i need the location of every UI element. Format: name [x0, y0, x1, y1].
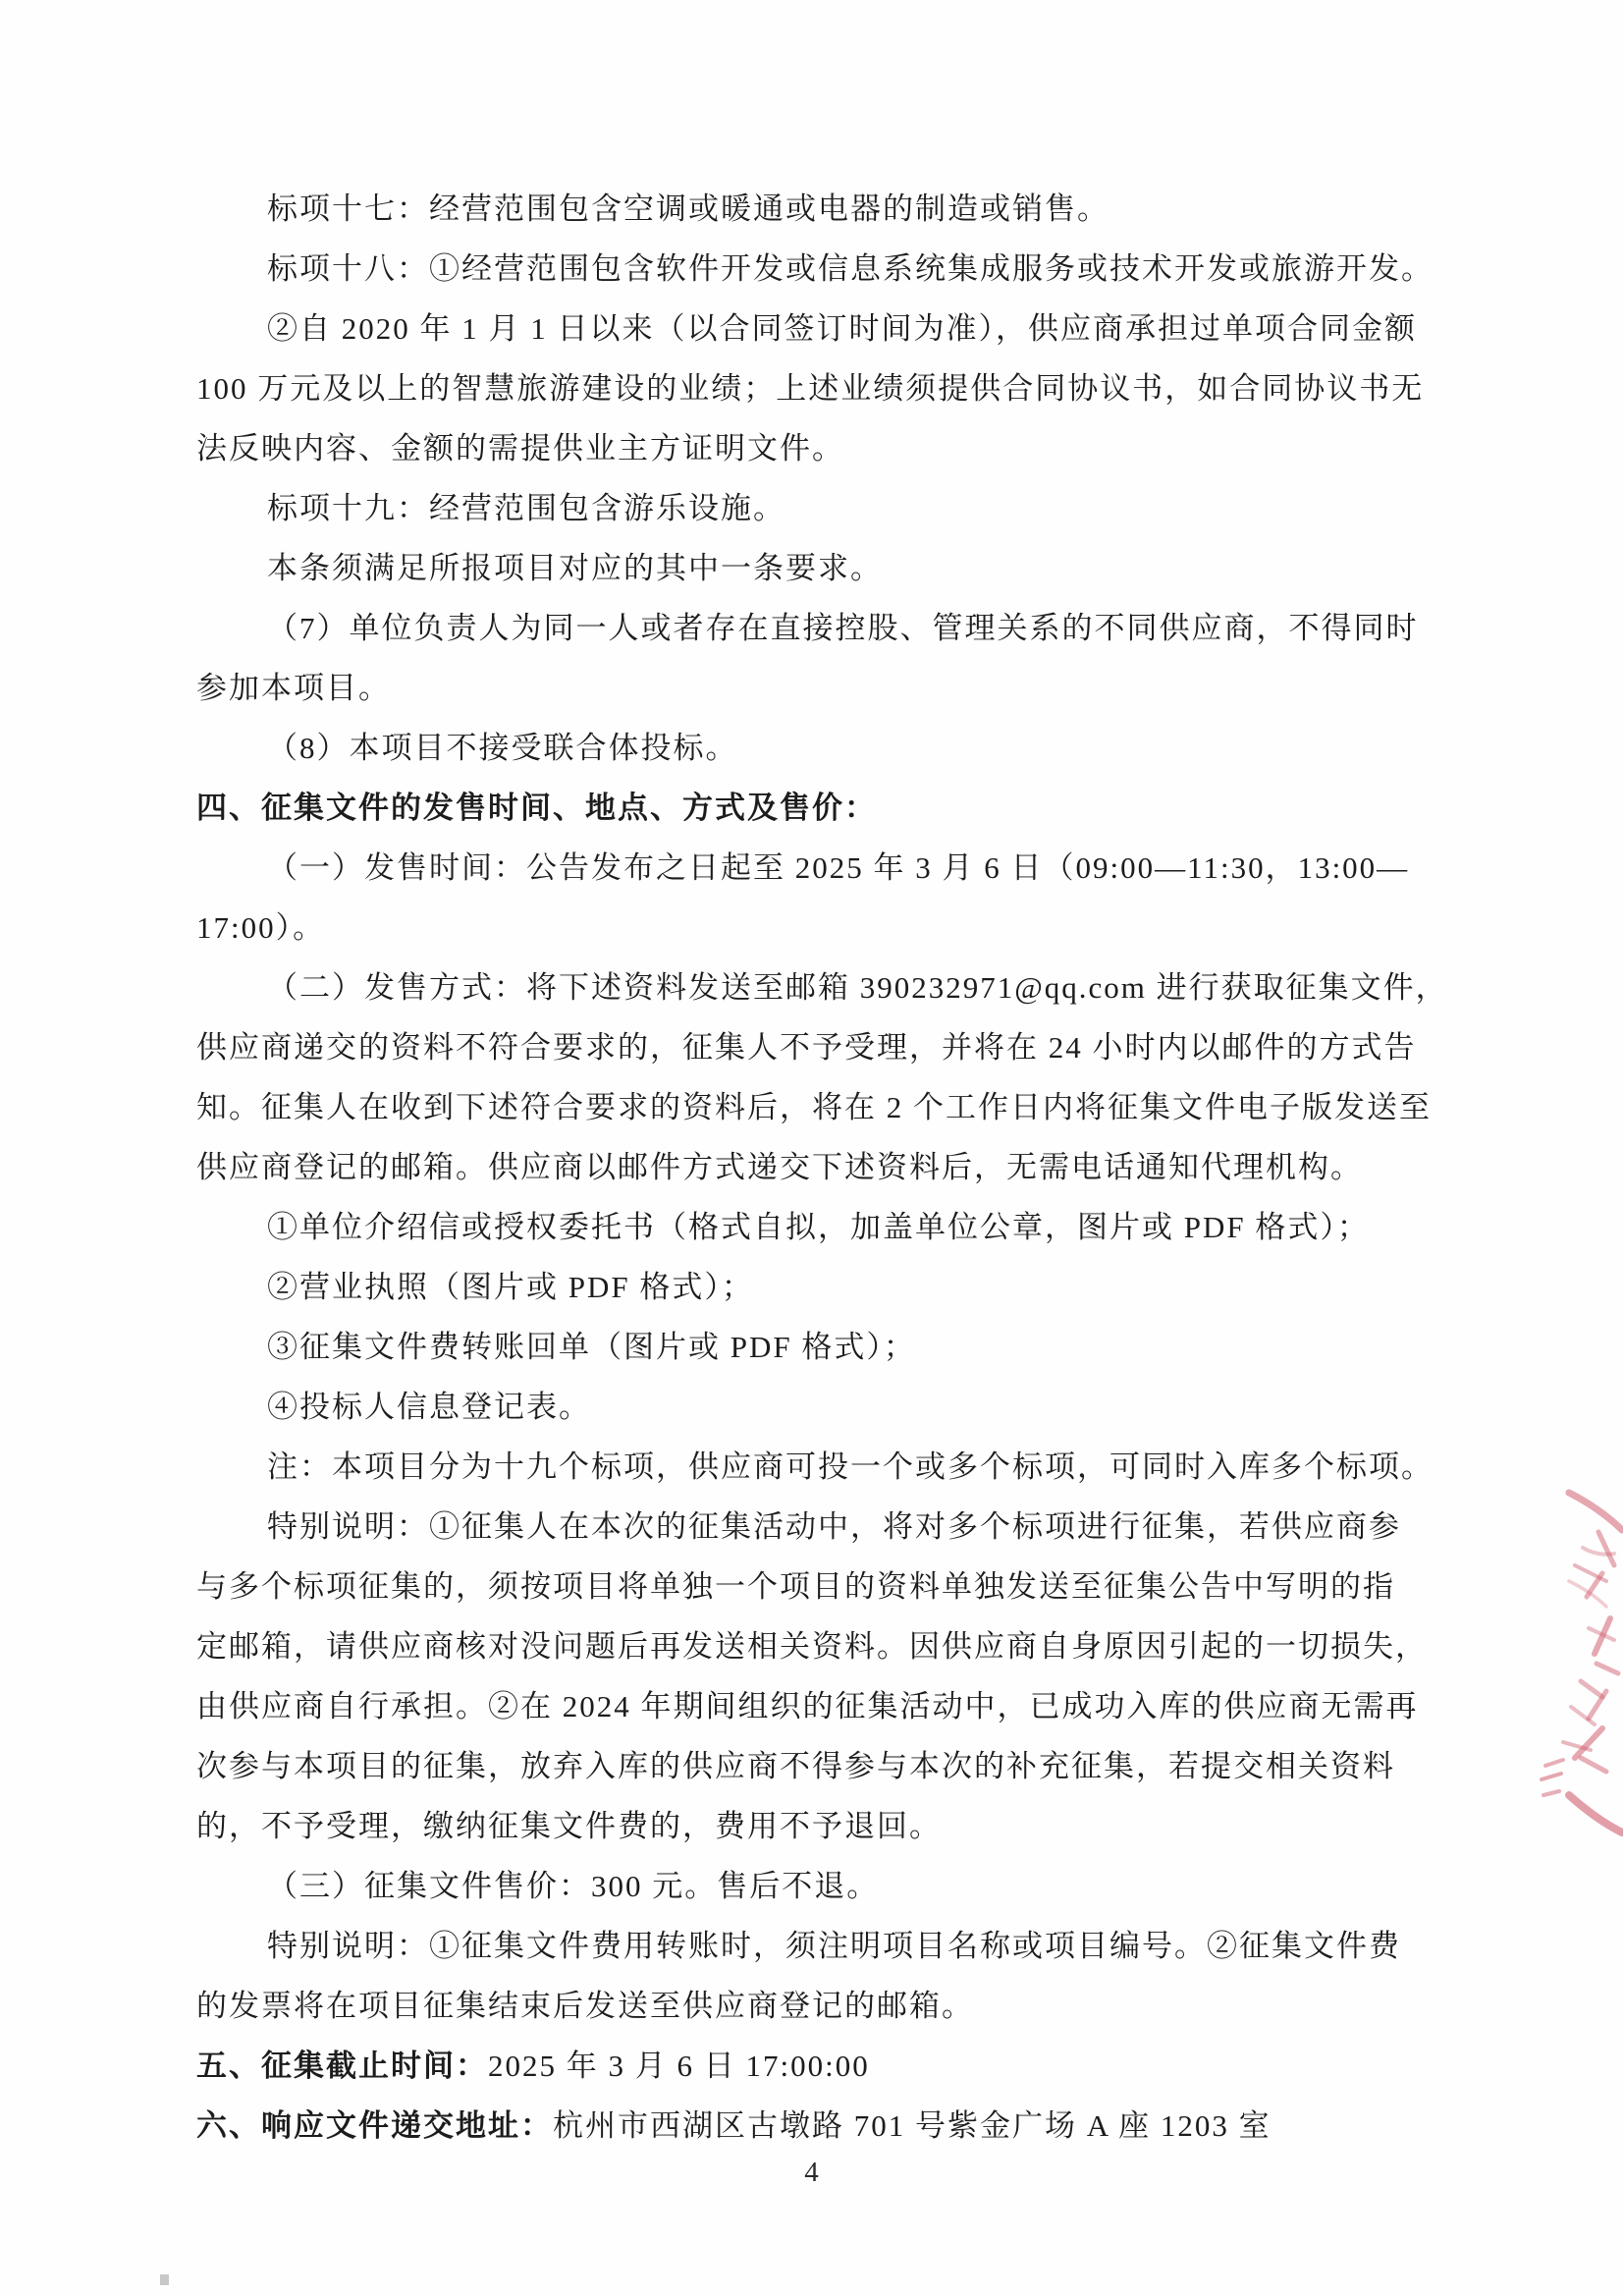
text-line: [196, 478, 1473, 538]
text-segment: 的，不予受理，缴纳征集文件费的，费用不予退回。: [196, 1809, 942, 1843]
text-line: [196, 778, 1473, 838]
text-line: [196, 1676, 1473, 1736]
text-line: [196, 838, 1473, 898]
text-segment: （7）单位负责人为同一人或者存在直接控股、管理关系的不同供应商，不得同时: [267, 611, 1419, 645]
text-line: [196, 1437, 1473, 1497]
text-line: [196, 1077, 1473, 1137]
text-segment: 参加本项目。: [196, 671, 391, 705]
text-line: [196, 1736, 1473, 1796]
text-line: [196, 1856, 1473, 1916]
text-segment: 的发票将在项目征集结束后发送至供应商登记的邮箱。: [196, 1989, 974, 2023]
red-stamp: [1512, 1471, 1623, 1903]
text-line: [196, 538, 1473, 598]
text-segment: 100 万元及以上的智慧旅游建设的业绩；上述业绩须提供合同协议书，如合同协议书无: [196, 371, 1425, 406]
text-line: [196, 1796, 1473, 1856]
text-line: [196, 299, 1473, 358]
text-segment: （二）发售方式：将下述资料发送至邮箱 390232971@qq.com 进行获取征集文件，: [267, 970, 1448, 1005]
text-segment: 17:00）。: [196, 910, 326, 945]
text-line: [196, 1257, 1473, 1317]
text-segment: （三）征集文件售价：300 元。售后不退。: [267, 1869, 880, 1903]
text-line: [196, 1976, 1473, 2036]
text-segment: 知。征集人在收到下述符合要求的资料后，将在 2 个工作日内将征集文件电子版发送至: [196, 1090, 1432, 1124]
text-segment: 供应商登记的邮箱。供应商以邮件方式递交下述资料后，无需电话通知代理机构。: [196, 1150, 1363, 1184]
text-segment-bold: 六、响应文件递交地址：: [196, 2108, 553, 2143]
text-segment: ③征集文件费转账回单（图片或 PDF 格式）；: [267, 1330, 916, 1364]
text-segment: ②自 2020 年 1 月 1 日以来（以合同签订时间为准），供应商承担过单项合同金额: [267, 311, 1417, 346]
text-segment: 杭州市西湖区古墩路 701 号紫金广场 A 座 1203 室: [553, 2108, 1271, 2143]
text-line: [196, 598, 1473, 658]
text-line: [196, 1197, 1473, 1257]
text-line: [196, 1317, 1473, 1377]
text-line: [196, 1916, 1473, 1976]
text-line: [196, 1616, 1473, 1676]
text-segment: 次参与本项目的征集，放弃入库的供应商不得参与本次的补充征集，若提交相关资料: [196, 1749, 1395, 1783]
text-segment: 特别说明：①征集文件费用转账时，须注明项目名称或项目编号。②征集文件费: [267, 1929, 1401, 1963]
scan-artifact-speck: [160, 2274, 169, 2285]
text-segment: 标项十九：经营范围包含游乐设施。: [267, 491, 785, 525]
text-segment: 供应商递交的资料不符合要求的，征集人不予受理，并将在 24 小时内以邮件的方式告: [196, 1030, 1417, 1065]
text-segment: 法反映内容、金额的需提供业主方证明文件。: [196, 431, 844, 465]
text-line: [196, 1497, 1473, 1557]
text-line: [196, 1137, 1473, 1197]
text-line: [196, 1377, 1473, 1437]
text-line: [196, 2096, 1473, 2156]
text-line: [196, 718, 1473, 778]
text-line: [196, 2036, 1473, 2096]
text-line: [196, 358, 1473, 418]
text-line: [196, 1017, 1473, 1077]
text-segment: 定邮箱，请供应商核对没问题后再发送相关资料。因供应商自身原因引起的一切损失，: [196, 1629, 1428, 1664]
document-text-block: [196, 179, 1473, 2156]
text-line: [196, 658, 1473, 718]
text-segment-bold: 四、征集文件的发售时间、地点、方式及售价：: [196, 791, 877, 825]
text-segment: （一）发售时间：公告发布之日起至 2025 年 3 月 6 日（09:00—11:30，13:00—: [267, 850, 1410, 885]
text-line: [196, 179, 1473, 239]
text-segment: （8）本项目不接受联合体投标。: [267, 731, 738, 765]
text-segment: 2025 年 3 月 6 日 17:00:00: [488, 2049, 870, 2083]
text-segment: 本条须满足所报项目对应的其中一条要求。: [267, 551, 883, 585]
text-line: [196, 1557, 1473, 1616]
text-line: [196, 957, 1473, 1017]
text-segment: 标项十八：①经营范围包含软件开发或信息系统集成服务或技术开发或旅游开发。: [267, 251, 1434, 286]
text-segment: 由供应商自行承担。②在 2024 年期间组织的征集活动中，已成功入库的供应商无需再: [196, 1689, 1419, 1723]
text-line: [196, 418, 1473, 478]
red-stamp-strokes: [1542, 1493, 1622, 1832]
text-segment: 与多个标项征集的，须按项目将单独一个项目的资料单独发送至征集公告中写明的指: [196, 1569, 1395, 1604]
text-segment: 特别说明：①征集人在本次的征集活动中，将对多个标项进行征集，若供应商参: [267, 1509, 1401, 1544]
text-segment: 标项十七：经营范围包含空调或暖通或电器的制造或销售。: [267, 191, 1109, 226]
text-segment: ②营业执照（图片或 PDF 格式）；: [267, 1270, 754, 1304]
text-segment-bold: 五、征集截止时间：: [196, 2049, 488, 2083]
text-segment: ④投标人信息登记表。: [267, 1390, 591, 1424]
page-number: 4: [804, 2157, 819, 2188]
text-segment: ①单位介绍信或授权委托书（格式自拟，加盖单位公章，图片或 PDF 格式）；: [267, 1210, 1370, 1244]
text-segment: 注：本项目分为十九个标项，供应商可投一个或多个标项，可同时入库多个标项。: [267, 1449, 1434, 1484]
text-line: [196, 898, 1473, 957]
text-line: [196, 239, 1473, 299]
